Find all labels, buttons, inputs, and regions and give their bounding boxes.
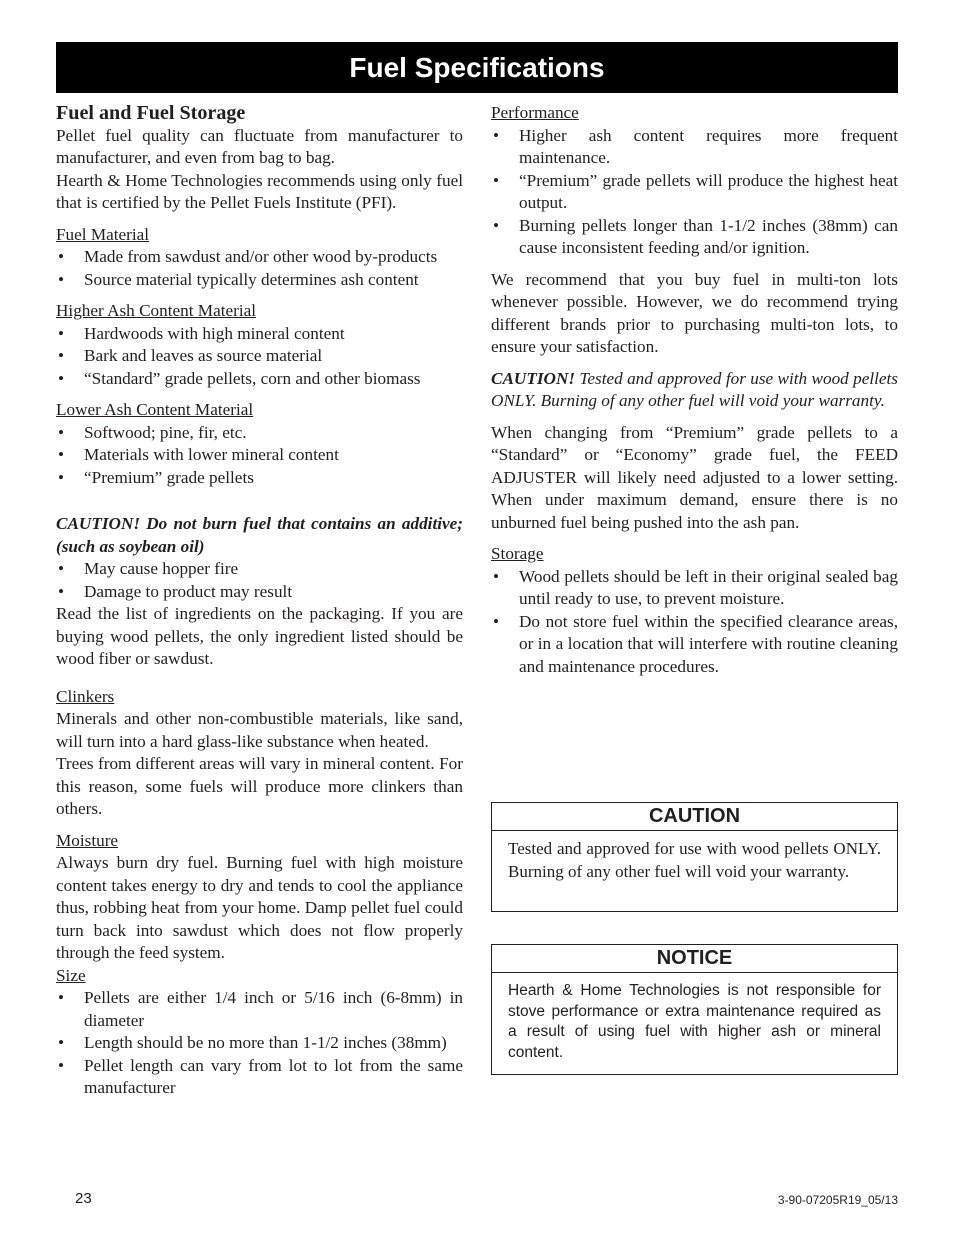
list-item: • Pellets are either 1/4 inch or 5/16 inch (6-8mm) in diameter: [56, 987, 463, 1032]
caution-box: [491, 802, 898, 912]
list-item: • “Standard” grade pellets, corn and other biomass: [56, 368, 463, 391]
caution-label: CAUTION!: [491, 368, 576, 388]
bullet-list: [56, 987, 463, 1100]
page-title: Fuel Specifications: [56, 42, 898, 93]
document-code: 3-90-07205R19_05/13: [777, 1193, 898, 1207]
paragraph: Always burn dry fuel. Burning fuel with high moisture content takes energy to dry and tends to cool the appliance thus, robbing heat from your home. Damp pellet fuel could turn back into sawdust which does not flow properly through the feed system.: [56, 853, 463, 962]
paragraph: Pellet fuel quality can fluctuate from manufacturer to manufacturer, and even from bag to bag.: [56, 125, 463, 167]
list-item: • “Premium” grade pellets will produce the highest heat output.: [491, 170, 898, 215]
additive-caution: CAUTION! Do not burn fuel that contains an additive; (such as soybean oil): [56, 514, 463, 556]
subheading-size: Size: [56, 965, 86, 985]
notice-box: [491, 944, 898, 1075]
list-item: • “Premium” grade pellets: [56, 467, 463, 490]
list-item: • Materials with lower mineral content: [56, 444, 463, 467]
subheading-performance: Performance: [491, 103, 579, 122]
list-item: • May cause hopper fire: [56, 558, 463, 581]
subheading-moisture: Moisture: [56, 830, 119, 850]
list-item: • Softwood; pine, fir, etc.: [56, 422, 463, 445]
page-number: 23: [75, 1190, 92, 1207]
list-item: • Damage to product may result: [56, 581, 463, 604]
inline-caution: [491, 368, 898, 413]
subheading-lower-ash: Lower Ash Content Material: [56, 400, 254, 419]
notice-box-heading: NOTICE: [492, 945, 897, 973]
left-column: [56, 102, 463, 1100]
list-item: • Higher ash content requires more frequent maintenance.: [491, 125, 898, 170]
paragraph: Minerals and other non-combustible materials, like sand, will turn into a hard glass-like substance when heated.: [56, 709, 463, 751]
list-item: • Pellet length can vary from lot to lot from the same manufacturer: [56, 1055, 463, 1100]
bullet-list: [491, 125, 898, 260]
bullet-list: [56, 558, 463, 603]
list-item: • Bark and leaves as source material: [56, 345, 463, 368]
paragraph: Hearth & Home Technologies recommends using only fuel that is certified by the Pellet Fuels Institute (PFI).: [56, 170, 463, 212]
bullet-list: [56, 422, 463, 490]
caution-box-body: Tested and approved for use with wood pellets ONLY. Burning of any other fuel will void your warranty.: [508, 839, 881, 881]
paragraph-recommend: We recommend that you buy fuel in multi-ton lots whenever possible. However, we do recommend trying different brands prior to purchasing multi-ton lots, to ensure your satisfaction.: [491, 269, 898, 356]
list-item: • Made from sawdust and/or other wood by-products: [56, 246, 463, 269]
list-item: • Burning pellets longer than 1-1/2 inches (38mm) can cause inconsistent feeding and/or ignition.: [491, 215, 898, 260]
list-item: • Wood pellets should be left in their original sealed bag until ready to use, to prevent moisture.: [491, 566, 898, 611]
right-column: [491, 102, 898, 678]
subheading-higher-ash: Higher Ash Content Material: [56, 301, 257, 320]
list-item: • Length should be no more than 1-1/2 inches (38mm): [56, 1032, 463, 1055]
list-item: • Do not store fuel within the specified clearance areas, or in a location that will interfere with routine cleaning and maintenance procedures.: [491, 611, 898, 679]
bullet-list: [491, 566, 898, 679]
caution-box-heading: CAUTION: [492, 803, 897, 831]
bullet-list: [56, 323, 463, 391]
paragraph-changing: When changing from “Premium” grade pellets to a “Standard” or “Economy” grade fuel, the FEED ADJUSTER will likely need adjusted to a lower setting. When under maximum demand, ensure there is no unburned fuel being pushed into the ash pan.: [491, 422, 898, 532]
list-item: • Source material typically determines ash content: [56, 269, 463, 292]
list-item: • Hardwoods with high mineral content: [56, 323, 463, 346]
subheading-storage: Storage: [491, 544, 544, 563]
paragraph: Read the list of ingredients on the packaging. If you are buying wood pellets, the only ingredient listed should be wood fiber or sawdust.: [56, 604, 463, 668]
subheading-fuel-material: Fuel Material: [56, 224, 150, 244]
caution-text: Tested and approved for use with wood pellets ONLY. Burning of any other fuel will void your warranty.: [491, 368, 898, 410]
section-heading-fuel-storage: Fuel and Fuel Storage: [56, 102, 246, 124]
paragraph: Trees from different areas will vary in mineral content. For this reason, some fuels will produce more clinkers than others.: [56, 754, 463, 818]
subheading-clinkers: Clinkers: [56, 686, 115, 706]
notice-box-body: Hearth & Home Technologies is not responsible for stove performance or extra maintenance required as a result of using fuel with higher ash or mineral content.: [508, 982, 881, 1061]
bullet-list: [56, 246, 463, 291]
